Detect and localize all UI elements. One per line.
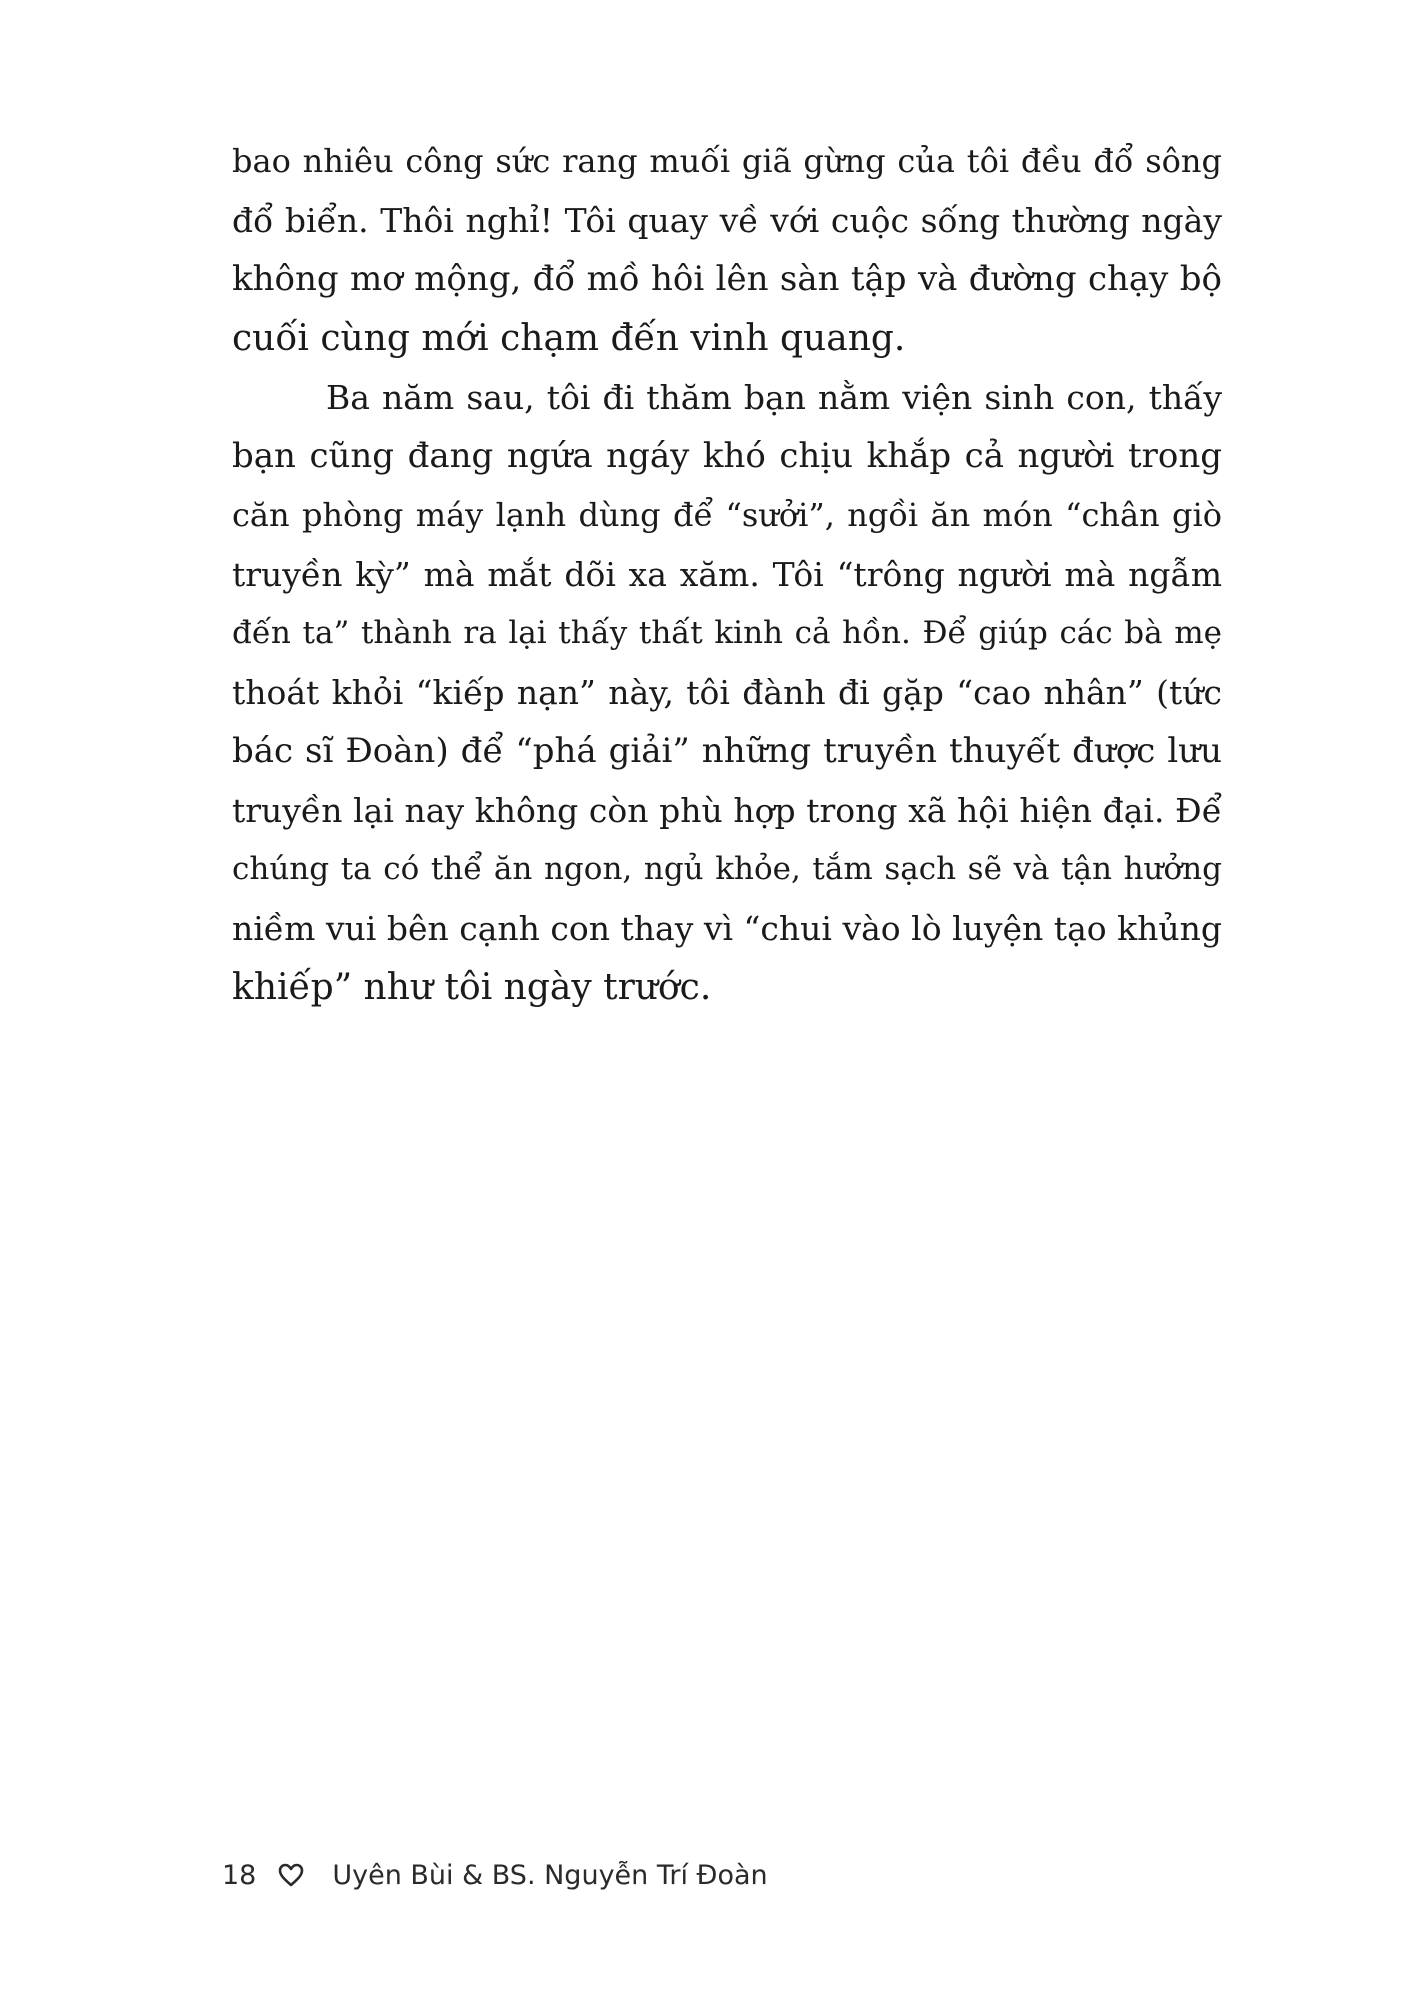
text-line: không mơ mộng, đổ mồ hôi lên sàn tập và đường chạy bộ (232, 259, 1222, 299)
text-line: truyền kỳ” mà mắt dõi xa xăm. Tôi “trông người mà ngẫm (232, 555, 1222, 594)
author-credit: Uyên Bùi & BS. Nguyễn Trí Đoàn (332, 1859, 768, 1891)
heart-icon (278, 1862, 304, 1888)
text-line: khiếp” như tôi ngày trước. (232, 967, 712, 1008)
text-line: cuối cùng mới chạm đến vinh quang. (232, 318, 906, 359)
page-number: 18 (222, 1859, 257, 1891)
text-line: niềm vui bên cạnh con thay vì “chui vào lò luyện tạo khủng (232, 909, 1222, 948)
text-line: chúng ta có thể ăn ngon, ngủ khỏe, tắm sạch sẽ và tận hưởng (232, 851, 1222, 887)
text-line: truyền lại nay không còn phù hợp trong xã hội hiện đại. Để (232, 791, 1222, 830)
text-line: bác sĩ Đoàn) để “phá giải” những truyền thuyết được lưu (232, 731, 1222, 771)
page-footer (222, 1850, 768, 1900)
text-line: bao nhiêu công sức rang muối giã gừng của tôi đều đổ sông (232, 142, 1222, 180)
text-line: căn phòng máy lạnh dùng để “sưởi”, ngồi ăn món “chân giò (232, 496, 1222, 534)
text-line: bạn cũng đang ngứa ngáy khó chịu khắp cả người trong (232, 436, 1222, 476)
text-line: đến ta” thành ra lại thấy thất kinh cả hồn. Để giúp các bà mẹ (232, 615, 1222, 651)
text-line: Ba năm sau, tôi đi thăm bạn nằm viện sinh con, thấy (326, 378, 1222, 417)
text-line: thoát khỏi “kiếp nạn” này, tôi đành đi gặp “cao nhân” (tức (232, 673, 1222, 712)
text-line: đổ biển. Thôi nghỉ! Tôi quay về với cuộc sống thường ngày (232, 201, 1222, 240)
body-text (232, 132, 1222, 1017)
